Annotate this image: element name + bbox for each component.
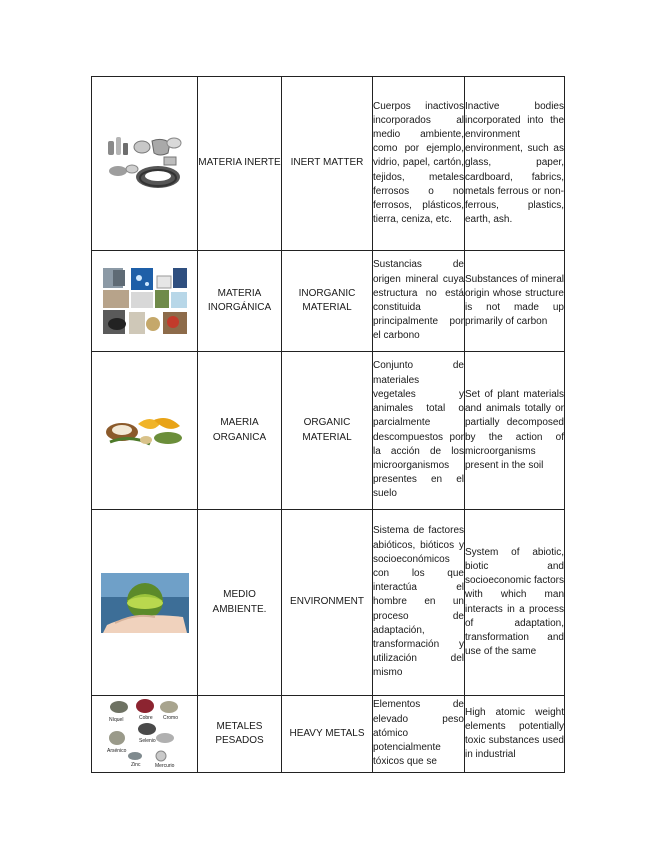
- heavy-metals-samples-photo: [105, 698, 185, 770]
- arsenic-label: Arsénico: [106, 748, 126, 754]
- definition-spanish: [373, 352, 465, 510]
- mercury-label: Mercurio: [154, 763, 174, 769]
- term-spanish: MATERIA INERTE: [198, 77, 282, 251]
- definition-spanish: [373, 77, 465, 251]
- definition-english-text: Set of plant materials and animals totally or partially decomposed by the action of microorganisms present in the soil: [465, 388, 564, 471]
- term-english: INERT MATTER: [282, 77, 373, 251]
- term-spanish: MAERIA ORGANICA: [198, 352, 282, 510]
- image-cell: [92, 510, 198, 696]
- definition-english: [465, 696, 565, 773]
- definition-spanish: [373, 251, 465, 352]
- definition-english-text: High atomic weight elements potentially toxic substances used in industrial: [465, 706, 564, 761]
- definition-english-text: System of abiotic, biotic and socioeconomic factors with which man interacts in a process of adaptation, transformation and use of the same: [465, 546, 564, 658]
- table-row: [92, 77, 565, 251]
- definition-spanish-text: Sustancias de origen mineral cuya estructura no está constituida principalmente por el carbono: [373, 259, 464, 342]
- organic-material-photo: [102, 414, 188, 448]
- table-row: [92, 510, 565, 696]
- image-cell: [92, 251, 198, 352]
- image-cell: [92, 77, 198, 251]
- term-english: ENVIRONMENT: [282, 510, 373, 696]
- image-cell: [92, 696, 198, 773]
- definition-english: [465, 352, 565, 510]
- glossary-table: [91, 76, 565, 773]
- definition-spanish-text: Sistema de factores abióticos, bióticos y socioeconómicos con los que interactúa el hombre en un proceso de adaptación, transformación y utilización del mismo: [373, 525, 464, 679]
- definition-spanish: [373, 510, 465, 696]
- definition-english: [465, 77, 565, 251]
- term-spanish: MEDIO AMBIENTE.: [198, 510, 282, 696]
- term-english: INORGANIC MATERIAL: [282, 251, 373, 352]
- definition-spanish-text: Elementos de elevado peso atómico potencialmente tóxicos que se: [373, 699, 464, 768]
- definition-spanish-text: Cuerpos inactivos incorporados al medio ambiente, como por ejemplo, vidrio, papel, cartón, tejidos, metales ferrosos o no ferrosos, plásticos, tierra, ceniza, etc.: [373, 100, 464, 226]
- zinc-label: Zinc: [130, 762, 140, 768]
- image-cell: [92, 352, 198, 510]
- definition-spanish: [373, 696, 465, 773]
- term-spanish: MATERIA INORGÁNICA: [198, 251, 282, 352]
- definition-spanish-text: Conjunto de materiales vegetales y animales total o parcialmente descompuestos por la acción de los microorganismos presentes en el suelo: [373, 360, 464, 500]
- term-english: ORGANIC MATERIAL: [282, 352, 373, 510]
- definition-english: [465, 510, 565, 696]
- copper-label: Cobre: [138, 715, 153, 721]
- chromium-label: Cromo: [162, 715, 178, 721]
- nickel-label: Níquel: [108, 717, 123, 723]
- table-row: [92, 696, 565, 773]
- selenium-label: Selenio: [138, 738, 156, 744]
- environment-globe-in-hand-photo: [101, 573, 189, 633]
- table-row: [92, 352, 565, 510]
- inorganic-material-collage-photo: [103, 268, 187, 334]
- definition-english-text: Inactive bodies incorporated into the environment environment, such as glass, paper, cardboard, fabrics, metals ferrous or non-ferrous, plastics, earth, ash.: [465, 100, 564, 226]
- table-row: [92, 251, 565, 352]
- definition-english: [465, 251, 565, 352]
- inert-matter-objects-photo: [106, 133, 184, 195]
- term-english: HEAVY METALS: [282, 696, 373, 773]
- term-spanish: METALES PESADOS: [198, 696, 282, 773]
- definition-english-text: Substances of mineral origin whose structure is not made up primarily of carbon: [465, 273, 564, 328]
